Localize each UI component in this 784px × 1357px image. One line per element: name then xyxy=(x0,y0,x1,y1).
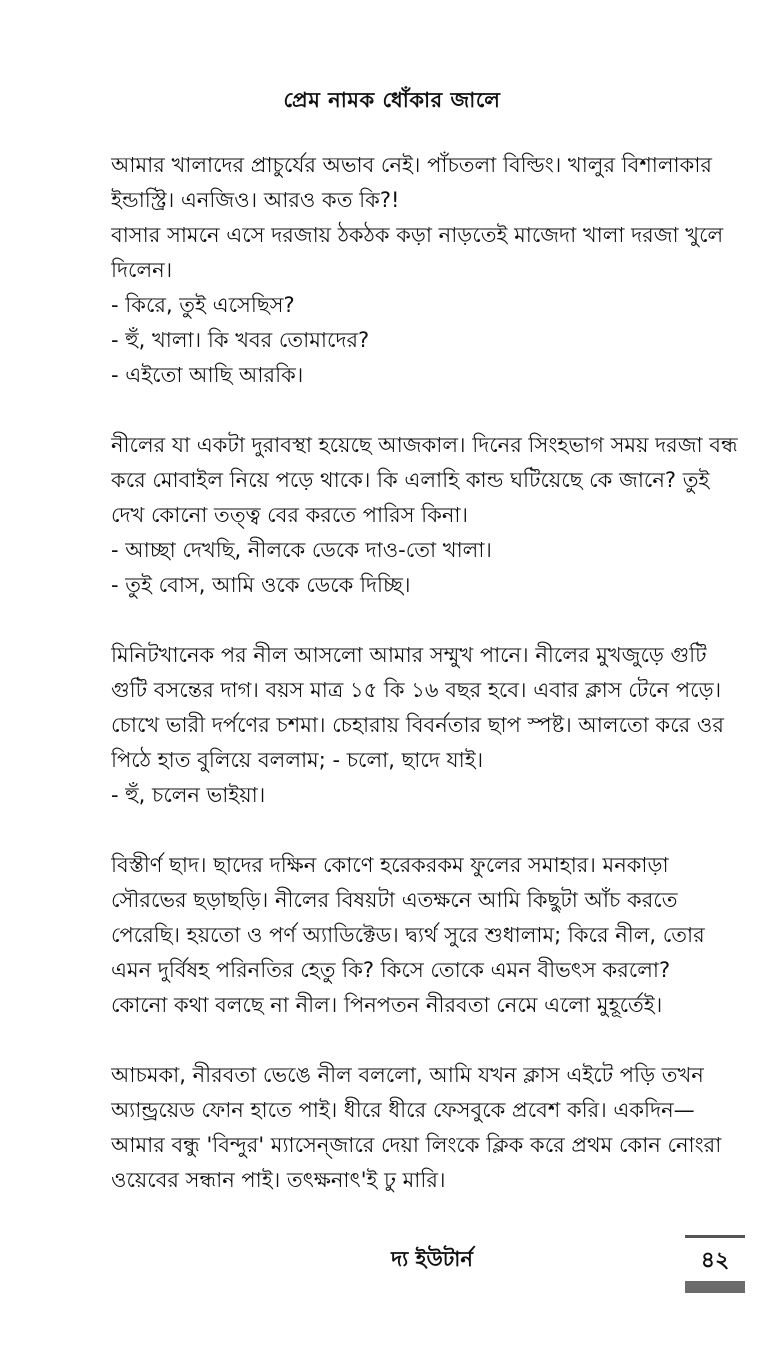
text-line: কোনো কথা বলছে না নীল। পিনপতন নীরবতা নেমে এলো মুহূর্তেই। xyxy=(111,993,663,1017)
dialogue-line: - কিরে, তুই এসেছিস? xyxy=(111,293,295,317)
text-line: মিনিটখানেক পর নীল আসলো আমার সম্মুখ পানে। নীলের মুখজুড়ে গুটি xyxy=(111,643,707,667)
text-line: দিলেন। xyxy=(111,258,173,282)
paragraph-gap xyxy=(111,393,763,428)
text-line: করে মোবাইল নিয়ে পড়ে থাকে। কি এলাহি কান্ড ঘটিয়েছে কে জানে? তুই xyxy=(111,468,710,492)
text-line: ইন্ডাস্ট্রি। এনজিও। আরও কত কি?! xyxy=(111,188,400,212)
page-number: ৪২ xyxy=(700,1248,730,1273)
text-line: আমার খালাদের প্রাচুর্যের অভাব নেই। পাঁচতলা বিল্ডিং। খালুর বিশালাকার xyxy=(111,153,712,177)
paragraph-3 xyxy=(111,638,763,813)
dialogue-line: - এইতো আছি আরকি। xyxy=(111,363,304,387)
text-line: এমন দুর্বিষহ পরিনতির হেতু কি? কিসে তোকে এমন বীভৎস করলো? xyxy=(111,958,671,982)
book-title: দ্য ইউটার্ন xyxy=(391,1247,473,1271)
paragraph-gap xyxy=(111,603,763,638)
page-number-rule xyxy=(685,1235,745,1238)
text-line: আমার বন্ধু 'বিন্দুর' ম্যাসেন্জারে দেয়া লিংকে ক্লিক করে প্রথম কোন নোংরা xyxy=(111,1133,722,1157)
dialogue-line: - হুঁ, চলেন ভাইয়া। xyxy=(111,783,266,807)
text-line: নীলের যা একটা দুরাবস্থা হয়েছে আজকাল। দিনের সিংহভাগ সময় দরজা বন্ধ xyxy=(111,433,738,457)
dialogue-line: - হুঁ, খালা। কি খবর তোমাদের? xyxy=(111,328,370,352)
text-line: অ্যান্ড্রয়েড ফোন হাতে পাই। ধীরে ধীরে ফেসবুকে প্রবেশ করি। একদিন— xyxy=(111,1098,695,1122)
text-line: পেরেছি। হয়তো ও পর্ণ অ্যাডিক্টেড। দ্ব্যর্থ সুরে শুধালাম; কিরে নীল, তোর xyxy=(111,923,705,947)
paragraph-1 xyxy=(111,148,763,393)
text-line: সৌরভের ছড়াছড়ি। নীলের বিষয়টা এতক্ষনে আমি কিছুটা আঁচ করতে xyxy=(111,888,678,912)
text-line: চোখে ভারী দর্পণের চশমা। চেহারায় বিবর্নতার ছাপ স্পষ্ট। আলতো করে ওর xyxy=(111,713,724,737)
page-number-bar xyxy=(685,1281,745,1293)
text-line: দেখ কোনো তত্ত্ব বের করতে পারিস কিনা। xyxy=(111,503,469,527)
text-line: গুটি বসন্তের দাগ। বয়স মাত্র ১৫ কি ১৬ বছর হবে। এবার ক্লাস টেনে পড়ে। xyxy=(111,678,722,702)
paragraph-gap xyxy=(111,813,763,848)
dialogue-line: - তুই বোস, আমি ওকে ডেকে দিচ্ছি। xyxy=(111,573,411,597)
paragraph-4 xyxy=(111,848,763,1023)
dialogue-line: - আচ্ছা দেখছি, নীলকে ডেকে দাও-তো খালা। xyxy=(111,538,492,562)
text-line: বাসার সামনে এসে দরজায় ঠকঠক কড়া নাড়তেই মাজেদা খালা দরজা খুলে xyxy=(111,223,724,247)
paragraph-gap xyxy=(111,1023,763,1058)
paragraph-5 xyxy=(111,1058,763,1198)
text-line: ওয়েবের সন্ধান পাই। তৎক্ষনাৎ'ই ঢু মারি। xyxy=(111,1168,446,1192)
page-number-badge xyxy=(685,1235,745,1293)
text-line: বিস্তীর্ণ ছাদ। ছাদের দক্ষিন কোণে হরেকরকম ফুলের সমাহার। মনকাড়া xyxy=(111,853,669,877)
text-line: পিঠে হাত বুলিয়ে বললাম; - চলো, ছাদে যাই। xyxy=(111,748,484,772)
body-text xyxy=(111,148,763,1198)
paragraph-2 xyxy=(111,428,763,603)
chapter-title: প্রেম নামক ধোঁকার জালে xyxy=(283,88,501,112)
text-line: আচমকা, নীরবতা ভেঙে নীল বললো, আমি যখন ক্লাস এইটে পড়ি তখন xyxy=(111,1063,704,1087)
